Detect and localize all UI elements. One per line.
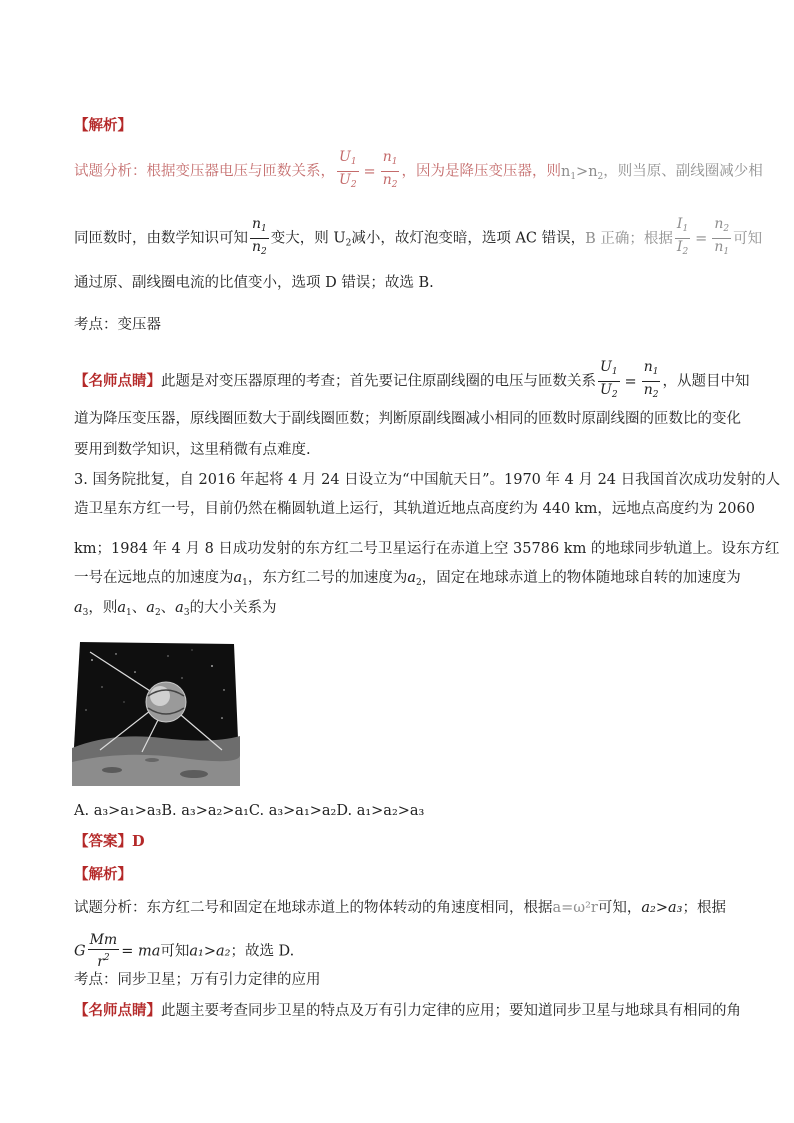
fraction-i1-i2: $\frac{I_1}{I_2}$ — [676, 216, 689, 257]
mingshi-2-line-1: 【名师点睛】此题主要考查同步卫星的特点及万有引力定律的应用；要知道同步卫星与地球具有相同的角 — [74, 1002, 741, 1019]
fraction-n1-n2: $\frac{n_1}{n_2}$ — [382, 149, 398, 190]
mingshi-line-1: 【名师点睛】此题是对变压器原理的考查；首先要记住原副线圈的电压与匝数关系 $\frac{U_1}{U_2}$ = $\frac{n_1}{n_2}$ ，从题目中知 — [74, 359, 749, 404]
analysis-heading-2: 【解析】 — [74, 866, 132, 883]
analysis-line-3: 通过原、副线圈电流的比值变小，选项 D 错误；故选 B. — [74, 275, 434, 291]
q3-line-3: km；1984 年 4 月 8 日成功发射的东方红二号卫星运行在赤道上空 35786 km 的地球同步轨道上。设东方红 — [74, 541, 780, 557]
mingshi-line-2: 道为降压变压器，原线圈匝数大于副线圈匝数；判断原副线圈减小相同的匝数时原副线圈的匝数比的变化 — [74, 411, 741, 427]
q3-analysis-line-1: 试题分析：东方红二号和固定在地球赤道上的物体转动的角速度相同，根据a=ω²r可知，a₂>a₃；根据 — [74, 900, 726, 916]
analysis-line-2: 同匝数时，由数学知识可知 $\frac{n_1}{n_2}$ 变大，则 $U_2$减小，故灯泡变暗，选项 AC 错误，B 正确；根据 $\frac{I_1}{I_2}$ = $\frac{n_2}{n_1}$ 可知 — [74, 216, 762, 261]
q3-options: A. a₃>a₁>a₃B. a₃>a₂>a₁C. a₃>a₁>a₂D. a₁>a₂>a₃ — [74, 803, 425, 819]
fraction-Mm-r2: $\frac{Mm}{r^2}$ — [89, 932, 118, 970]
fraction-n1-n2-b: $\frac{n_1}{n_2}$ — [643, 359, 659, 400]
q3-line-1: 3. 国务院批复，自 2016 年起将 4 月 24 日设立为“中国航天日”。1970 年 4 月 24 日我国首次成功发射的人 — [74, 472, 781, 488]
satellite-photo — [72, 632, 240, 786]
analysis-line-1: 试题分析：根据变压器电压与匝数关系， $\frac{U_1}{U_2}$ = $\frac{n_1}{n_2}$ ，因为是降压变压器，则$n_1>n_2$，则当原、副线圈减少相 — [74, 149, 763, 194]
analysis-heading-1: 【解析】 — [74, 117, 132, 134]
q3-analysis-line-2: G $\frac{Mm}{r^2}$ = ma可知a₁>a₂；故选 D. — [74, 932, 295, 970]
q3-line-4: 一号在远地点的加速度为$a_1$，东方红二号的加速度为$a_2$，固定在地球赤道上的物体随地球自转的加速度为 — [74, 570, 741, 588]
q3-line-2: 造卫星东方红一号，目前仍然在椭圆轨道上运行，其轨道近地点高度约为 440 km，远地点高度约为 2060 — [74, 501, 755, 517]
q3-line-5: $a_3$，则$a_1$、$a_2$、$a_3$的大小关系为 — [74, 600, 277, 618]
mingshi-line-3: 要用到数学知识，这里稍微有点难度. — [74, 442, 311, 458]
fraction-n1-n2-small: $\frac{n_1}{n_2}$ — [252, 216, 267, 257]
kaodian-1: 考点：变压器 — [74, 317, 161, 333]
satellite-image — [72, 632, 240, 786]
fraction-u1-u2-b: $\frac{U_1}{U_2}$ — [600, 359, 618, 400]
q3-answer: 【答案】D — [74, 833, 145, 850]
fraction-u1-u2: $\frac{U_1}{U_2}$ — [339, 149, 357, 190]
kaodian-2: 考点：同步卫星；万有引力定律的应用 — [74, 972, 321, 988]
fraction-n2-n1: $\frac{n_2}{n_1}$ — [714, 216, 730, 257]
